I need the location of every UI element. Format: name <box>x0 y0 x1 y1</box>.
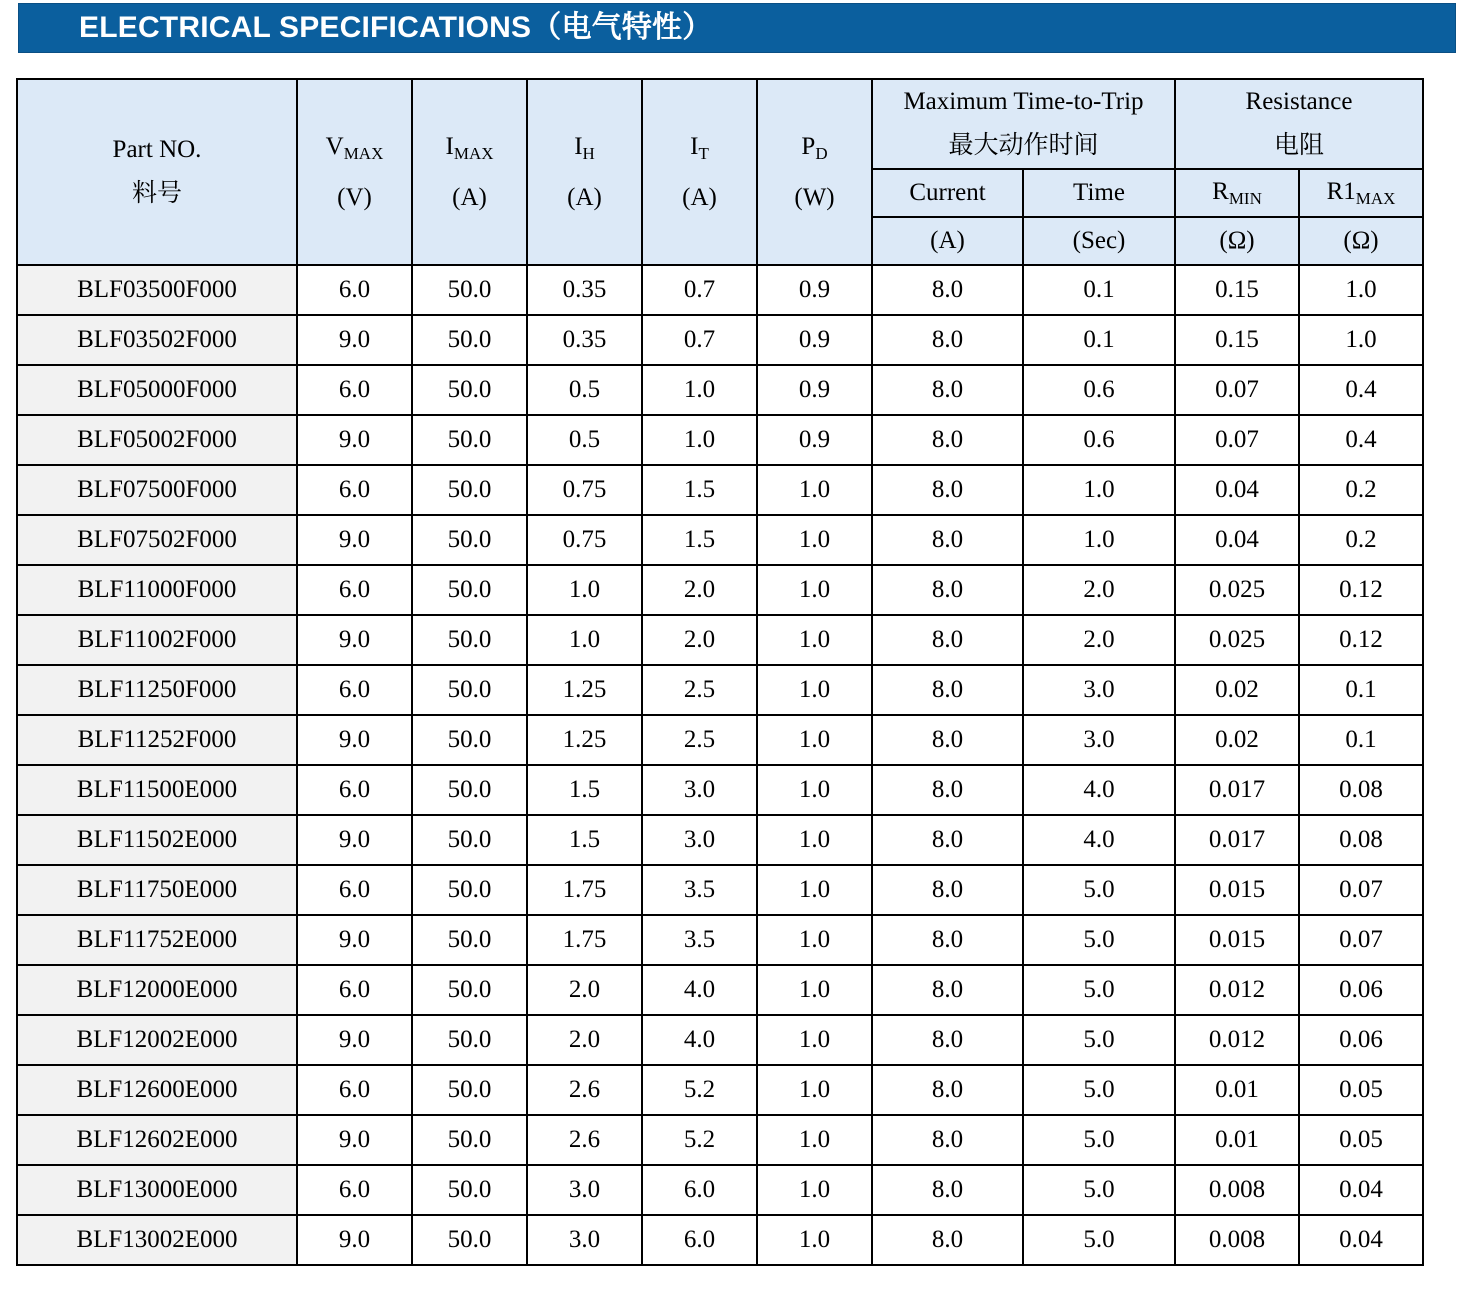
header-it <box>642 79 757 265</box>
table-row <box>17 615 1423 665</box>
table-row <box>17 415 1423 465</box>
header-vmax-subscript: MAX <box>343 143 384 163</box>
cell-trip-time: 3.0 <box>1023 715 1175 765</box>
table-row <box>17 315 1423 365</box>
cell-part-no: BLF05002F000 <box>17 415 297 465</box>
cell-imax: 50.0 <box>412 465 527 515</box>
cell-rmin: 0.15 <box>1175 265 1299 315</box>
table-row <box>17 1015 1423 1065</box>
cell-vmax: 9.0 <box>297 515 412 565</box>
cell-imax: 50.0 <box>412 915 527 965</box>
cell-ih: 0.35 <box>527 265 642 315</box>
cell-it: 1.5 <box>642 515 757 565</box>
cell-vmax: 9.0 <box>297 315 412 365</box>
cell-rmin: 0.04 <box>1175 465 1299 515</box>
cell-it: 2.0 <box>642 565 757 615</box>
cell-vmax: 9.0 <box>297 415 412 465</box>
cell-trip-time: 5.0 <box>1023 1065 1175 1115</box>
cell-part-no: BLF12602E000 <box>17 1115 297 1165</box>
cell-r1max: 0.1 <box>1299 715 1423 765</box>
cell-r1max: 0.2 <box>1299 465 1423 515</box>
cell-pd: 0.9 <box>757 365 872 415</box>
cell-vmax: 9.0 <box>297 1115 412 1165</box>
cell-pd: 1.0 <box>757 1115 872 1165</box>
cell-trip-current: 8.0 <box>872 1065 1023 1115</box>
cell-trip-current: 8.0 <box>872 515 1023 565</box>
cell-ih: 2.6 <box>527 1065 642 1115</box>
cell-ih: 0.5 <box>527 415 642 465</box>
cell-r1max: 1.0 <box>1299 315 1423 365</box>
cell-trip-current: 8.0 <box>872 315 1023 365</box>
header-it-subscript: T <box>698 143 709 163</box>
cell-pd: 1.0 <box>757 715 872 765</box>
cell-pd: 1.0 <box>757 1215 872 1265</box>
cell-imax: 50.0 <box>412 315 527 365</box>
cell-it: 2.0 <box>642 615 757 665</box>
cell-vmax: 6.0 <box>297 1165 412 1215</box>
cell-rmin: 0.15 <box>1175 315 1299 365</box>
cell-trip-current: 8.0 <box>872 665 1023 715</box>
cell-pd: 1.0 <box>757 565 872 615</box>
header-time-unit: (Sec) <box>1023 217 1175 265</box>
cell-trip-current: 8.0 <box>872 765 1023 815</box>
cell-pd: 0.9 <box>757 315 872 365</box>
cell-imax: 50.0 <box>412 715 527 765</box>
cell-vmax: 6.0 <box>297 865 412 915</box>
cell-trip-time: 4.0 <box>1023 815 1175 865</box>
cell-trip-current: 8.0 <box>872 715 1023 765</box>
cell-ih: 2.0 <box>527 1015 642 1065</box>
table-row <box>17 865 1423 915</box>
cell-part-no: BLF11500E000 <box>17 765 297 815</box>
cell-imax: 50.0 <box>412 865 527 915</box>
cell-rmin: 0.008 <box>1175 1215 1299 1265</box>
cell-part-no: BLF13000E000 <box>17 1165 297 1215</box>
cell-r1max: 0.4 <box>1299 415 1423 465</box>
cell-rmin: 0.02 <box>1175 665 1299 715</box>
cell-part-no: BLF11252F000 <box>17 715 297 765</box>
header-rmin <box>1175 169 1299 217</box>
cell-pd: 1.0 <box>757 965 872 1015</box>
header-part-no-en: Part NO. <box>112 136 202 163</box>
table-row <box>17 815 1423 865</box>
header-rmin-subscript: MIN <box>1228 188 1262 208</box>
cell-pd: 1.0 <box>757 615 872 665</box>
cell-imax: 50.0 <box>412 565 527 615</box>
cell-it: 3.5 <box>642 865 757 915</box>
cell-it: 0.7 <box>642 265 757 315</box>
cell-vmax: 6.0 <box>297 965 412 1015</box>
cell-vmax: 9.0 <box>297 715 412 765</box>
cell-r1max: 0.2 <box>1299 515 1423 565</box>
cell-r1max: 0.05 <box>1299 1065 1423 1115</box>
header-pd <box>757 79 872 265</box>
cell-vmax: 6.0 <box>297 1065 412 1115</box>
cell-trip-current: 8.0 <box>872 915 1023 965</box>
cell-ih: 0.75 <box>527 515 642 565</box>
cell-it: 0.7 <box>642 315 757 365</box>
table-row <box>17 265 1423 315</box>
cell-rmin: 0.01 <box>1175 1115 1299 1165</box>
cell-part-no: BLF11502E000 <box>17 815 297 865</box>
cell-r1max: 0.08 <box>1299 815 1423 865</box>
table-row <box>17 1165 1423 1215</box>
cell-vmax: 9.0 <box>297 1215 412 1265</box>
cell-ih: 0.5 <box>527 365 642 415</box>
cell-it: 4.0 <box>642 965 757 1015</box>
cell-vmax: 9.0 <box>297 615 412 665</box>
table-row <box>17 715 1423 765</box>
cell-r1max: 0.4 <box>1299 365 1423 415</box>
table-row <box>17 365 1423 415</box>
cell-vmax: 6.0 <box>297 665 412 715</box>
cell-imax: 50.0 <box>412 765 527 815</box>
cell-r1max: 0.12 <box>1299 565 1423 615</box>
cell-vmax: 6.0 <box>297 565 412 615</box>
cell-imax: 50.0 <box>412 1065 527 1115</box>
cell-trip-current: 8.0 <box>872 1115 1023 1165</box>
cell-pd: 1.0 <box>757 765 872 815</box>
cell-imax: 50.0 <box>412 615 527 665</box>
header-ih-symbol: I <box>574 132 583 160</box>
cell-trip-current: 8.0 <box>872 1165 1023 1215</box>
cell-imax: 50.0 <box>412 1115 527 1165</box>
cell-part-no: BLF12000E000 <box>17 965 297 1015</box>
cell-imax: 50.0 <box>412 815 527 865</box>
cell-ih: 1.25 <box>527 665 642 715</box>
cell-it: 1.0 <box>642 365 757 415</box>
cell-part-no: BLF07502F000 <box>17 515 297 565</box>
cell-vmax: 9.0 <box>297 1015 412 1065</box>
header-it-unit: (A) <box>682 183 717 211</box>
cell-rmin: 0.01 <box>1175 1065 1299 1115</box>
cell-rmin: 0.015 <box>1175 865 1299 915</box>
cell-it: 3.0 <box>642 765 757 815</box>
cell-trip-time: 5.0 <box>1023 1215 1175 1265</box>
cell-trip-current: 8.0 <box>872 1015 1023 1065</box>
header-pd-symbol: P <box>801 132 816 160</box>
cell-pd: 1.0 <box>757 1065 872 1115</box>
cell-imax: 50.0 <box>412 1215 527 1265</box>
cell-imax: 50.0 <box>412 265 527 315</box>
cell-ih: 1.0 <box>527 615 642 665</box>
cell-rmin: 0.012 <box>1175 1015 1299 1065</box>
cell-it: 5.2 <box>642 1115 757 1165</box>
cell-trip-time: 0.1 <box>1023 315 1175 365</box>
header-r1max-unit: (Ω) <box>1299 217 1423 265</box>
header-ih-subscript: H <box>582 143 595 163</box>
table-row <box>17 1115 1423 1165</box>
cell-part-no: BLF05000F000 <box>17 365 297 415</box>
cell-part-no: BLF11250F000 <box>17 665 297 715</box>
cell-ih: 2.0 <box>527 965 642 1015</box>
table-row <box>17 1215 1423 1265</box>
cell-ih: 1.5 <box>527 815 642 865</box>
cell-r1max: 0.04 <box>1299 1215 1423 1265</box>
header-current-unit: (A) <box>872 217 1023 265</box>
cell-trip-time: 5.0 <box>1023 1015 1175 1065</box>
cell-ih: 1.75 <box>527 915 642 965</box>
cell-imax: 50.0 <box>412 365 527 415</box>
header-r1max <box>1299 169 1423 217</box>
header-r1max-subscript: MAX <box>1355 188 1396 208</box>
header-ih-unit: (A) <box>567 183 602 211</box>
cell-trip-current: 8.0 <box>872 1215 1023 1265</box>
header-vmax-symbol: V <box>325 132 344 160</box>
cell-rmin: 0.008 <box>1175 1165 1299 1215</box>
cell-r1max: 0.12 <box>1299 615 1423 665</box>
spec-table-body <box>17 265 1423 1265</box>
cell-trip-current: 8.0 <box>872 465 1023 515</box>
header-part-no-cn: 料号 <box>131 180 182 207</box>
cell-it: 5.2 <box>642 1065 757 1115</box>
table-row <box>17 1065 1423 1115</box>
cell-r1max: 0.07 <box>1299 915 1423 965</box>
cell-trip-current: 8.0 <box>872 615 1023 665</box>
cell-ih: 0.35 <box>527 315 642 365</box>
cell-ih: 3.0 <box>527 1165 642 1215</box>
header-rmin-symbol: R <box>1212 177 1229 205</box>
cell-imax: 50.0 <box>412 965 527 1015</box>
cell-rmin: 0.025 <box>1175 615 1299 665</box>
cell-rmin: 0.025 <box>1175 565 1299 615</box>
cell-pd: 1.0 <box>757 865 872 915</box>
cell-trip-time: 0.6 <box>1023 415 1175 465</box>
cell-part-no: BLF13002E000 <box>17 1215 297 1265</box>
header-resistance-cn: 电阻 <box>1273 132 1324 159</box>
cell-pd: 1.0 <box>757 1165 872 1215</box>
cell-r1max: 0.08 <box>1299 765 1423 815</box>
cell-part-no: BLF11000F000 <box>17 565 297 615</box>
cell-r1max: 0.04 <box>1299 1165 1423 1215</box>
cell-part-no: BLF11752E000 <box>17 915 297 965</box>
table-row <box>17 965 1423 1015</box>
header-time-to-trip-en: Maximum Time-to-Trip <box>903 88 1144 115</box>
header-pd-unit: (W) <box>794 183 835 211</box>
header-current: Current <box>872 169 1023 217</box>
header-time: Time <box>1023 169 1175 217</box>
cell-pd: 1.0 <box>757 665 872 715</box>
cell-trip-current: 8.0 <box>872 265 1023 315</box>
cell-ih: 0.75 <box>527 465 642 515</box>
cell-trip-current: 8.0 <box>872 865 1023 915</box>
cell-it: 6.0 <box>642 1165 757 1215</box>
header-time-to-trip <box>872 79 1175 169</box>
cell-ih: 1.75 <box>527 865 642 915</box>
cell-r1max: 0.06 <box>1299 1015 1423 1065</box>
table-row <box>17 915 1423 965</box>
cell-trip-time: 2.0 <box>1023 565 1175 615</box>
cell-trip-time: 1.0 <box>1023 515 1175 565</box>
table-row <box>17 765 1423 815</box>
cell-it: 3.0 <box>642 815 757 865</box>
cell-rmin: 0.07 <box>1175 365 1299 415</box>
cell-rmin: 0.07 <box>1175 415 1299 465</box>
cell-pd: 1.0 <box>757 815 872 865</box>
cell-trip-time: 5.0 <box>1023 965 1175 1015</box>
cell-trip-current: 8.0 <box>872 415 1023 465</box>
cell-it: 6.0 <box>642 1215 757 1265</box>
cell-trip-time: 0.6 <box>1023 365 1175 415</box>
header-ih <box>527 79 642 265</box>
table-row <box>17 465 1423 515</box>
header-imax-subscript: MAX <box>453 143 494 163</box>
cell-r1max: 0.05 <box>1299 1115 1423 1165</box>
header-vmax-unit: (V) <box>337 183 372 211</box>
cell-ih: 2.6 <box>527 1115 642 1165</box>
header-vmax <box>297 79 412 265</box>
cell-r1max: 0.1 <box>1299 665 1423 715</box>
cell-rmin: 0.02 <box>1175 715 1299 765</box>
cell-r1max: 0.07 <box>1299 865 1423 915</box>
header-it-symbol: I <box>690 132 699 160</box>
cell-trip-current: 8.0 <box>872 365 1023 415</box>
cell-imax: 50.0 <box>412 665 527 715</box>
cell-rmin: 0.017 <box>1175 815 1299 865</box>
cell-rmin: 0.015 <box>1175 915 1299 965</box>
cell-trip-current: 8.0 <box>872 815 1023 865</box>
cell-trip-time: 4.0 <box>1023 765 1175 815</box>
header-r1max-symbol: R1 <box>1326 177 1356 205</box>
cell-r1max: 0.06 <box>1299 965 1423 1015</box>
cell-imax: 50.0 <box>412 415 527 465</box>
cell-trip-time: 3.0 <box>1023 665 1175 715</box>
cell-ih: 1.25 <box>527 715 642 765</box>
cell-rmin: 0.012 <box>1175 965 1299 1015</box>
section-banner <box>18 3 1456 53</box>
cell-pd: 1.0 <box>757 465 872 515</box>
cell-it: 1.5 <box>642 465 757 515</box>
cell-pd: 0.9 <box>757 265 872 315</box>
cell-trip-current: 8.0 <box>872 565 1023 615</box>
cell-trip-time: 5.0 <box>1023 1165 1175 1215</box>
table-row <box>17 565 1423 615</box>
cell-imax: 50.0 <box>412 515 527 565</box>
cell-trip-current: 8.0 <box>872 965 1023 1015</box>
cell-vmax: 9.0 <box>297 915 412 965</box>
header-pd-subscript: D <box>815 143 828 163</box>
cell-trip-time: 0.1 <box>1023 265 1175 315</box>
header-imax-unit: (A) <box>452 183 487 211</box>
header-imax <box>412 79 527 265</box>
cell-trip-time: 5.0 <box>1023 865 1175 915</box>
header-resistance <box>1175 79 1423 169</box>
cell-part-no: BLF11002F000 <box>17 615 297 665</box>
cell-part-no: BLF03500F000 <box>17 265 297 315</box>
cell-it: 4.0 <box>642 1015 757 1065</box>
header-resistance-en: Resistance <box>1245 88 1353 115</box>
cell-part-no: BLF12600E000 <box>17 1065 297 1115</box>
cell-ih: 1.0 <box>527 565 642 615</box>
cell-r1max: 1.0 <box>1299 265 1423 315</box>
cell-rmin: 0.04 <box>1175 515 1299 565</box>
cell-imax: 50.0 <box>412 1015 527 1065</box>
cell-trip-time: 5.0 <box>1023 915 1175 965</box>
header-time-to-trip-cn: 最大动作时间 <box>948 132 1099 159</box>
header-part-no <box>17 79 297 265</box>
cell-pd: 1.0 <box>757 1015 872 1065</box>
cell-vmax: 6.0 <box>297 465 412 515</box>
cell-ih: 1.5 <box>527 765 642 815</box>
electrical-spec-table <box>16 78 1424 1266</box>
header-rmin-unit: (Ω) <box>1175 217 1299 265</box>
cell-trip-time: 2.0 <box>1023 615 1175 665</box>
cell-part-no: BLF07500F000 <box>17 465 297 515</box>
cell-part-no: BLF11750E000 <box>17 865 297 915</box>
cell-imax: 50.0 <box>412 1165 527 1215</box>
cell-rmin: 0.017 <box>1175 765 1299 815</box>
table-row <box>17 515 1423 565</box>
cell-it: 2.5 <box>642 715 757 765</box>
cell-trip-time: 1.0 <box>1023 465 1175 515</box>
cell-pd: 1.0 <box>757 515 872 565</box>
cell-vmax: 6.0 <box>297 265 412 315</box>
cell-ih: 3.0 <box>527 1215 642 1265</box>
cell-it: 1.0 <box>642 415 757 465</box>
cell-part-no: BLF12002E000 <box>17 1015 297 1065</box>
cell-vmax: 6.0 <box>297 365 412 415</box>
table-row <box>17 665 1423 715</box>
cell-vmax: 6.0 <box>297 765 412 815</box>
cell-part-no: BLF03502F000 <box>17 315 297 365</box>
section-title: ELECTRICAL SPECIFICATIONS（电气特性） <box>79 11 713 44</box>
cell-trip-time: 5.0 <box>1023 1115 1175 1165</box>
cell-pd: 0.9 <box>757 415 872 465</box>
cell-it: 2.5 <box>642 665 757 715</box>
cell-pd: 1.0 <box>757 915 872 965</box>
cell-it: 3.5 <box>642 915 757 965</box>
header-imax-symbol: I <box>445 132 454 160</box>
cell-vmax: 9.0 <box>297 815 412 865</box>
